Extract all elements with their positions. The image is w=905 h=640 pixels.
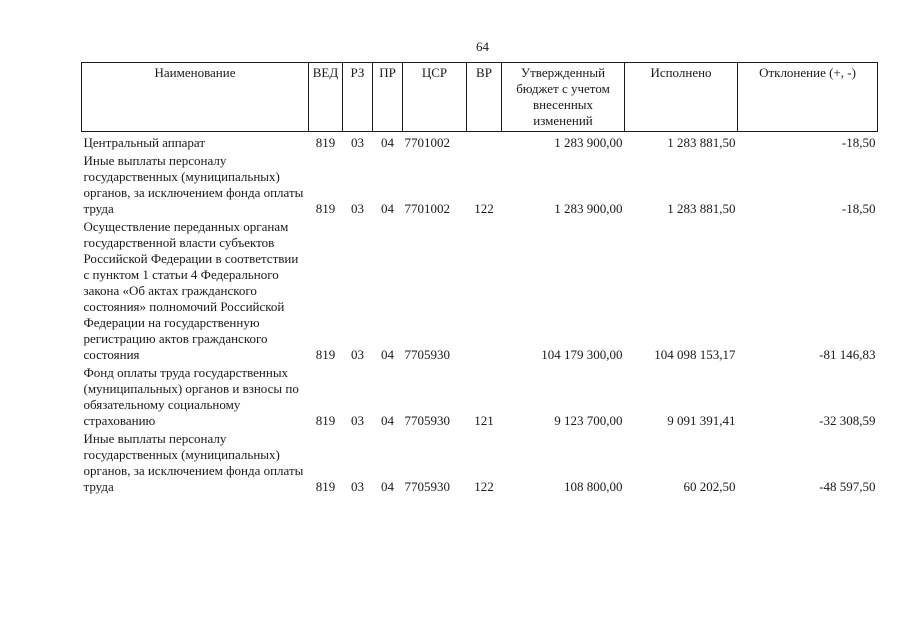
cell-approved-budget: 1 283 900,00 <box>554 135 623 150</box>
cell-deviation: -32 308,59 <box>819 413 876 428</box>
column-header-vr: ВР <box>467 63 502 132</box>
cell-ved: 819 <box>315 135 336 150</box>
cell-pr: 04 <box>381 201 394 216</box>
cell-vr <box>467 132 502 153</box>
cell-executed: 9 091 391,41 <box>667 413 736 428</box>
cell-approved-budget: 108 800,00 <box>564 479 623 494</box>
cell-csr: 7705930 <box>404 479 450 494</box>
table-row <box>82 152 878 218</box>
table-header-row <box>82 63 878 132</box>
cell-vr: 122 <box>474 201 494 216</box>
cell-name: Центральный аппарат <box>83 135 206 150</box>
table-row <box>82 218 878 364</box>
cell-ved: 819 <box>315 347 336 362</box>
cell-rz: 03 <box>351 479 364 494</box>
column-header-name: Наименование <box>82 63 309 132</box>
cell-vr <box>467 218 502 364</box>
cell-rz: 03 <box>351 347 364 362</box>
column-header-approved-budget: Утвержденный бюджет с учетом внесенных изменений <box>502 63 625 132</box>
cell-deviation: -18,50 <box>841 135 876 150</box>
cell-ved: 819 <box>315 479 336 494</box>
cell-vr: 121 <box>474 413 494 428</box>
cell-approved-budget: 104 179 300,00 <box>541 347 623 362</box>
cell-pr: 04 <box>381 479 394 494</box>
cell-executed: 60 202,50 <box>683 479 736 494</box>
table-row <box>82 132 878 153</box>
cell-name: Осуществление переданных органам государственной власти субъектов Российской Федерации в соответствии с пунктом 1 статьи 4 Федерального закона «Об актах гражданского состояния» полномочий Российской Федерации на государственную регистрацию актов гражданского состояния <box>83 219 299 362</box>
cell-approved-budget: 9 123 700,00 <box>554 413 623 428</box>
cell-deviation: -48 597,50 <box>819 479 876 494</box>
column-header-rz: РЗ <box>343 63 373 132</box>
cell-csr: 7705930 <box>404 347 450 362</box>
cell-vr: 122 <box>474 479 494 494</box>
cell-pr: 04 <box>381 347 394 362</box>
cell-approved-budget: 1 283 900,00 <box>554 201 623 216</box>
column-header-deviation: Отклонение (+, -) <box>738 63 878 132</box>
table-row <box>82 430 878 496</box>
cell-csr: 7701002 <box>404 135 450 150</box>
cell-executed: 1 283 881,50 <box>667 135 736 150</box>
cell-deviation: -81 146,83 <box>819 347 876 362</box>
cell-ved: 819 <box>315 201 336 216</box>
column-header-executed: Исполнено <box>625 63 738 132</box>
page-number: 64 <box>476 39 489 54</box>
cell-rz: 03 <box>351 201 364 216</box>
cell-name: Иные выплаты персоналу государственных (муниципальных) органов, за исключением фонда оплаты труда <box>83 431 304 494</box>
column-header-pr: ПР <box>373 63 403 132</box>
cell-name: Фонд оплаты труда государственных (муниципальных) органов и взносы по обязательному социальному страхованию <box>83 365 299 428</box>
cell-executed: 1 283 881,50 <box>667 201 736 216</box>
table-row <box>82 364 878 430</box>
cell-rz: 03 <box>351 413 364 428</box>
budget-execution-table <box>81 62 878 496</box>
cell-executed: 104 098 153,17 <box>654 347 736 362</box>
cell-name: Иные выплаты персоналу государственных (муниципальных) органов, за исключением фонда оплаты труда <box>83 153 304 216</box>
cell-pr: 04 <box>381 135 394 150</box>
column-header-ved: ВЕД <box>309 63 343 132</box>
cell-csr: 7701002 <box>404 201 450 216</box>
cell-ved: 819 <box>315 413 336 428</box>
cell-rz: 03 <box>351 135 364 150</box>
cell-csr: 7705930 <box>404 413 450 428</box>
column-header-csr: ЦСР <box>403 63 467 132</box>
cell-deviation: -18,50 <box>841 201 876 216</box>
cell-pr: 04 <box>381 413 394 428</box>
